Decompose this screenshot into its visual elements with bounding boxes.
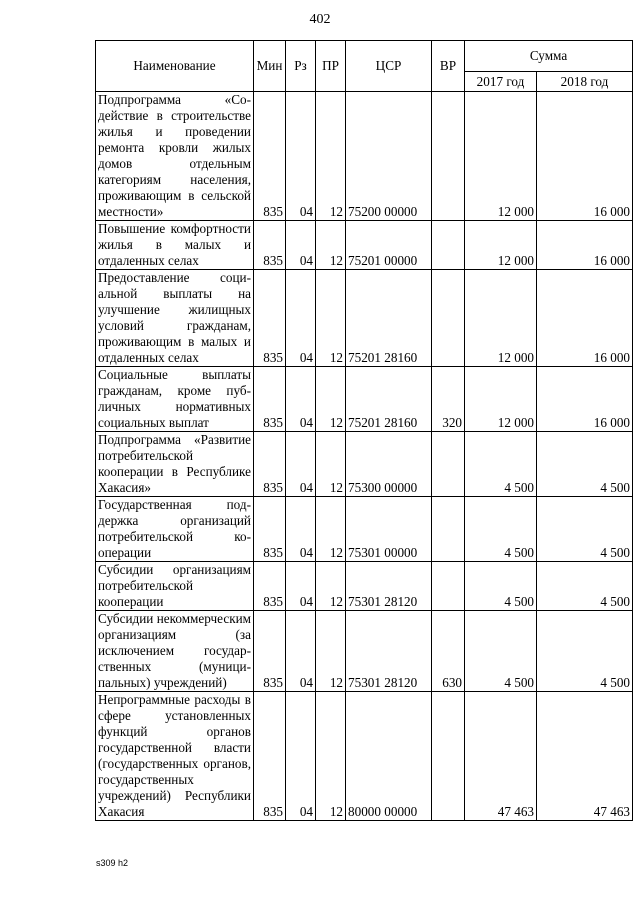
row-sum-2017: 4 500 — [465, 432, 537, 497]
row-min: 835 — [254, 432, 286, 497]
row-name: Подпрограмма «Содействие в строительстве жилья и проведении ремонта кровли жилых домов отдельным категориям населения, проживающим в сельской местности» — [96, 92, 254, 221]
row-csr: 75201 28160 — [346, 367, 432, 432]
row-min: 835 — [254, 270, 286, 367]
header-min: Мин — [254, 41, 286, 92]
row-csr: 80000 00000 — [346, 692, 432, 821]
row-vr — [432, 497, 465, 562]
table-body — [96, 92, 633, 821]
header-year-2017: 2017 год — [465, 72, 537, 92]
footer-code: s309 h2 — [96, 858, 129, 868]
table-row — [96, 221, 633, 270]
row-pr: 12 — [316, 270, 346, 367]
row-csr: 75201 28160 — [346, 270, 432, 367]
row-csr: 75301 00000 — [346, 497, 432, 562]
row-name: Подпрограмма «Развитие потребительской кооперации в Республике Хакасия» — [96, 432, 254, 497]
header-sum: Сумма — [465, 41, 633, 72]
row-name: Социальные выплаты гражданам, кроме публичных нормативных социальных выплат — [96, 367, 254, 432]
row-min: 835 — [254, 497, 286, 562]
table-row — [96, 270, 633, 367]
row-pr: 12 — [316, 221, 346, 270]
header-name: Наименование — [96, 41, 254, 92]
page-number: 402 — [309, 12, 331, 27]
row-rz: 04 — [286, 497, 316, 562]
row-csr: 75201 00000 — [346, 221, 432, 270]
header-rz: Рз — [286, 41, 316, 92]
row-min: 835 — [254, 692, 286, 821]
row-sum-2017: 4 500 — [465, 497, 537, 562]
row-sum-2017: 12 000 — [465, 367, 537, 432]
row-name: Повышение комфортности жилья в малых и отдаленных селах — [96, 221, 254, 270]
row-pr: 12 — [316, 562, 346, 611]
row-min: 835 — [254, 92, 286, 221]
header-pr: ПР — [316, 41, 346, 92]
table-row — [96, 562, 633, 611]
row-vr — [432, 432, 465, 497]
row-pr: 12 — [316, 367, 346, 432]
header-year-2018: 2018 год — [537, 72, 633, 92]
header-vr: ВР — [432, 41, 465, 92]
row-pr: 12 — [316, 432, 346, 497]
row-rz: 04 — [286, 367, 316, 432]
row-csr: 75301 28120 — [346, 611, 432, 692]
row-name: Непрограммные расходы в сфере установленных функций органов государственной власти (государственных органов, государственных учреждений) Республики Хакасия — [96, 692, 254, 821]
row-sum-2017: 4 500 — [465, 611, 537, 692]
row-vr: 630 — [432, 611, 465, 692]
row-sum-2018: 4 500 — [537, 562, 633, 611]
row-rz: 04 — [286, 270, 316, 367]
row-rz: 04 — [286, 611, 316, 692]
header-csr: ЦСР — [346, 41, 432, 92]
row-pr: 12 — [316, 692, 346, 821]
table-row — [96, 367, 633, 432]
row-sum-2018: 16 000 — [537, 367, 633, 432]
row-sum-2017: 12 000 — [465, 270, 537, 367]
row-pr: 12 — [316, 497, 346, 562]
row-rz: 04 — [286, 92, 316, 221]
row-vr — [432, 221, 465, 270]
budget-table — [95, 40, 633, 821]
row-csr: 75301 28120 — [346, 562, 432, 611]
row-csr: 75300 00000 — [346, 432, 432, 497]
row-pr: 12 — [316, 92, 346, 221]
row-sum-2018: 16 000 — [537, 270, 633, 367]
table-row — [96, 611, 633, 692]
row-name: Субсидии организациям потребительской кооперации — [96, 562, 254, 611]
row-rz: 04 — [286, 432, 316, 497]
table-row — [96, 432, 633, 497]
row-sum-2018: 16 000 — [537, 221, 633, 270]
row-min: 835 — [254, 221, 286, 270]
row-vr — [432, 270, 465, 367]
row-csr: 75200 00000 — [346, 92, 432, 221]
row-vr — [432, 562, 465, 611]
table-row — [96, 692, 633, 821]
row-name: Субсидии некоммерческим организациям (за исключением государственных (муниципальных) учреждений) — [96, 611, 254, 692]
row-sum-2017: 12 000 — [465, 92, 537, 221]
row-vr — [432, 92, 465, 221]
row-rz: 04 — [286, 692, 316, 821]
row-sum-2017: 47 463 — [465, 692, 537, 821]
row-vr — [432, 692, 465, 821]
row-sum-2017: 4 500 — [465, 562, 537, 611]
row-sum-2018: 4 500 — [537, 432, 633, 497]
table-row — [96, 92, 633, 221]
table-row — [96, 497, 633, 562]
row-sum-2018: 4 500 — [537, 611, 633, 692]
row-pr: 12 — [316, 611, 346, 692]
row-sum-2018: 16 000 — [537, 92, 633, 221]
row-sum-2018: 4 500 — [537, 497, 633, 562]
row-sum-2017: 12 000 — [465, 221, 537, 270]
row-sum-2018: 47 463 — [537, 692, 633, 821]
row-min: 835 — [254, 562, 286, 611]
row-name: Государственная поддержка организаций потребительской кооперации — [96, 497, 254, 562]
row-rz: 04 — [286, 562, 316, 611]
row-min: 835 — [254, 367, 286, 432]
row-rz: 04 — [286, 221, 316, 270]
row-name: Предоставление социальной выплаты на улучшение жилищных условий гражданам, проживающим в малых и отдаленных селах — [96, 270, 254, 367]
row-min: 835 — [254, 611, 286, 692]
row-vr: 320 — [432, 367, 465, 432]
